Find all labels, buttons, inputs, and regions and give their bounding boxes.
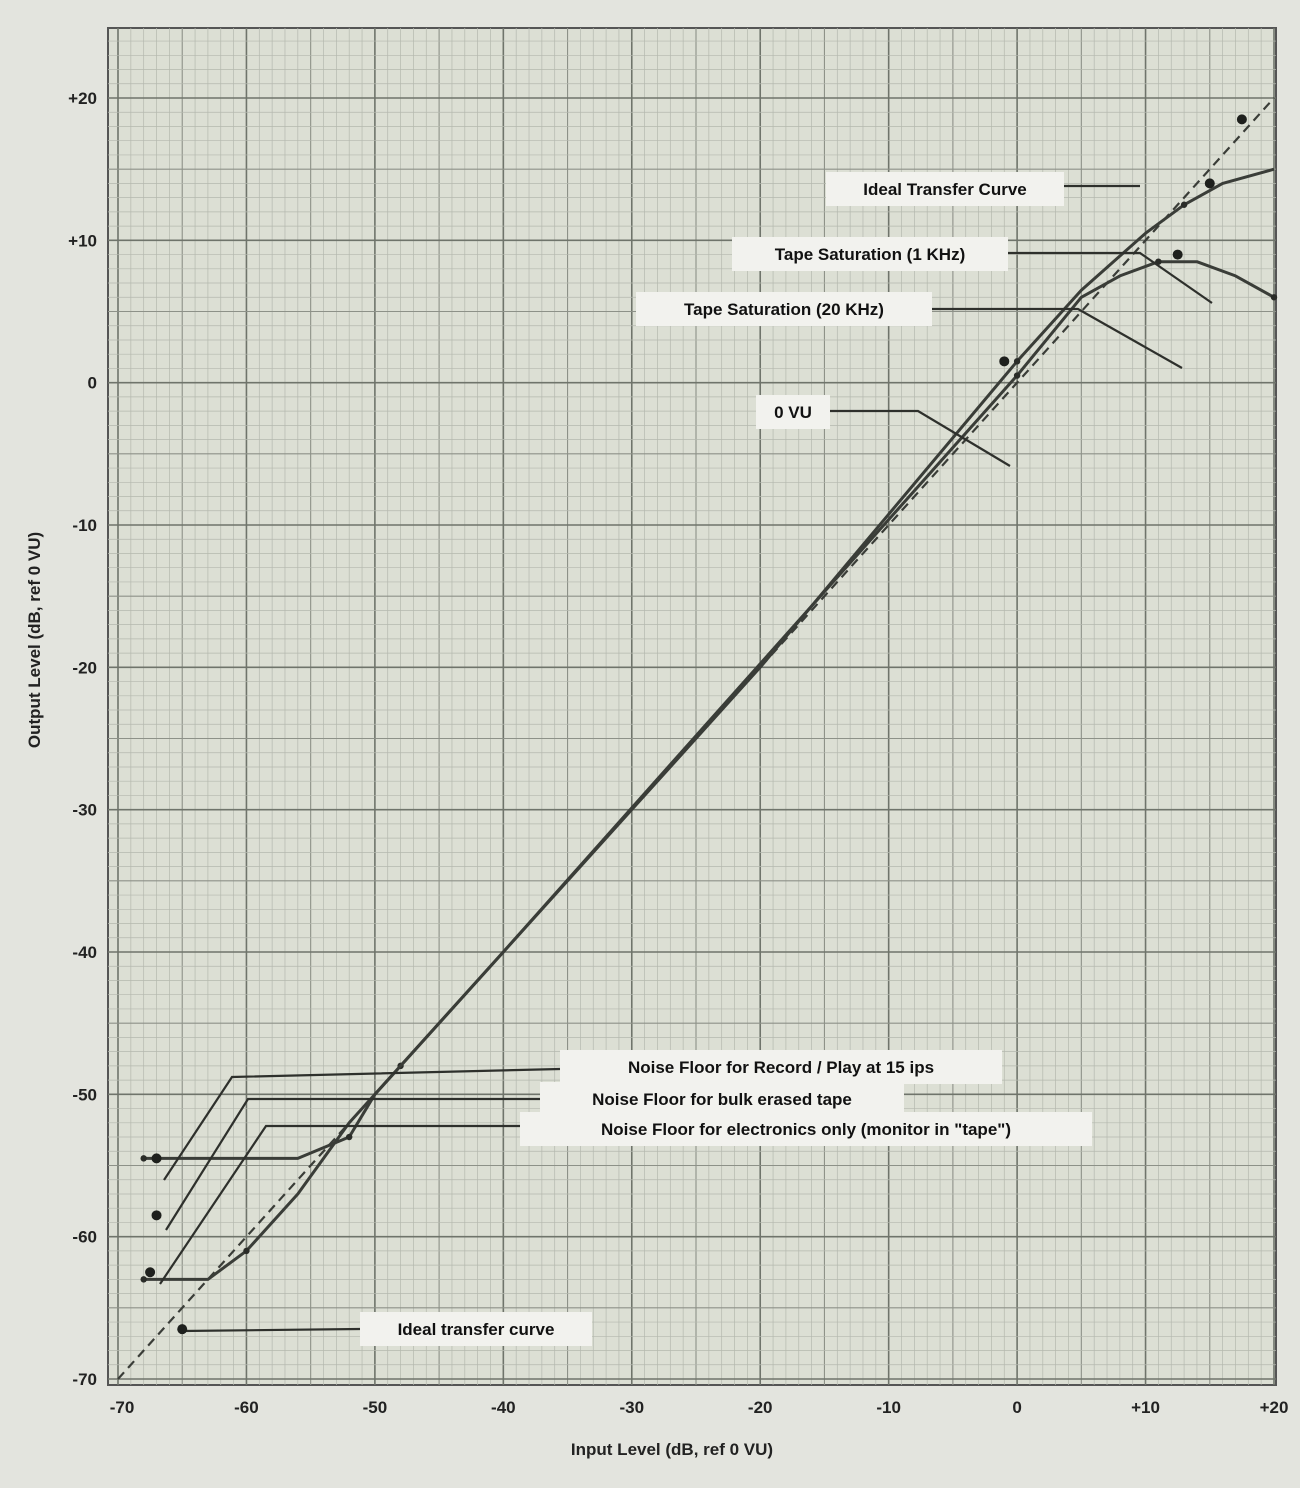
x-tick-label-5: -20 (747, 1398, 773, 1417)
y-tick-label-8: -60 (72, 1227, 97, 1247)
x-tick-label-4: -30 (619, 1398, 645, 1417)
annotation-label-3: 0 VU (774, 403, 812, 422)
series-1-point-3 (243, 1248, 249, 1254)
y-tick-label-1: +10 (68, 231, 97, 251)
series-2-point-0 (140, 1155, 146, 1161)
series-1-point-9 (1014, 358, 1020, 364)
y-tick-label-4: -20 (72, 658, 97, 678)
annotation-label-0: Ideal Transfer Curve (863, 180, 1027, 199)
series-2-point-6 (1014, 372, 1020, 378)
y-tick-label-0: +20 (68, 89, 97, 108)
annotation-label-5: Noise Floor for bulk erased tape (592, 1090, 852, 1109)
x-tick-label-2: -50 (362, 1398, 388, 1417)
y-tick-label-2: 0 (87, 373, 97, 393)
annotation-label-6: Noise Floor for electronics only (monitor in "tape") (601, 1120, 1011, 1139)
annotation-marker-7 (177, 1324, 187, 1334)
series-1-point-12 (1181, 202, 1187, 208)
plot-area (108, 28, 1276, 1385)
x-tick-label-7: 0 (1012, 1398, 1022, 1417)
y-tick-label-6: -40 (72, 943, 97, 962)
series-1-point-0 (140, 1276, 146, 1282)
y-tick-label-5: -30 (72, 800, 97, 820)
annotation-marker-5 (152, 1210, 162, 1220)
annotation-marker-1 (1205, 178, 1215, 188)
x-tick-label-0: -70 (109, 1398, 135, 1417)
series-2-point-3 (346, 1134, 352, 1140)
x-tick-label-9: +20 (1259, 1398, 1289, 1417)
y-tick-label-9: -70 (72, 1370, 97, 1389)
series-2-point-12 (1271, 294, 1277, 300)
x-tick-label-1: -60 (234, 1398, 259, 1417)
annotation-marker-6 (145, 1267, 155, 1277)
annotation-label-1: Tape Saturation (1 KHz) (774, 245, 966, 264)
annotation-label-2: Tape Saturation (20 KHz) (684, 300, 884, 319)
annotation-label-4: Noise Floor for Record / Play at 15 ips (627, 1058, 935, 1077)
annotation-marker-0 (1237, 114, 1247, 124)
annotation-label-7: Ideal transfer curve (397, 1320, 555, 1339)
y-tick-label-7: -50 (72, 1085, 97, 1105)
y-axis-title: Output Level (dB, ref 0 VU) (25, 531, 44, 749)
y-tick-label-3: -10 (72, 516, 97, 535)
annotation-marker-2 (1173, 250, 1183, 260)
x-tick-label-6: -10 (876, 1398, 901, 1417)
annotation-marker-3 (999, 356, 1009, 366)
x-tick-label-8: +10 (1131, 1398, 1160, 1417)
annotation-marker-4 (152, 1153, 162, 1163)
x-tick-label-3: -40 (491, 1398, 516, 1417)
x-axis-title: Input Level (dB, ref 0 VU) (570, 1440, 774, 1459)
